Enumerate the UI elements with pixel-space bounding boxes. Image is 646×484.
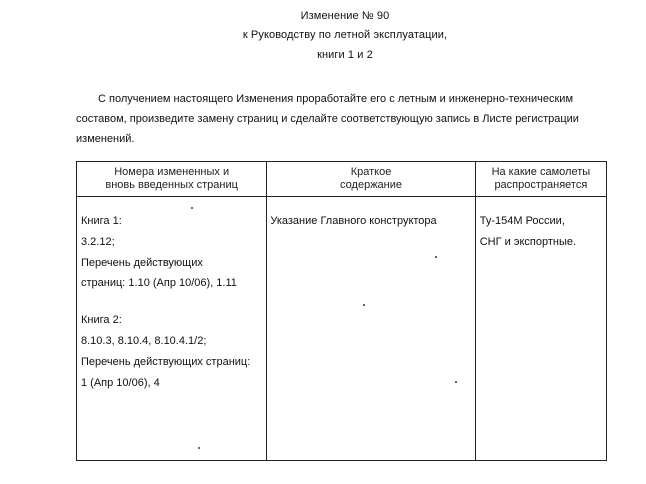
scan-speck [363,304,365,306]
change-number-title: Изменение № 90 [300,10,390,22]
header-pages-line2: вновь введенных страниц [105,179,238,191]
scan-speck [435,256,437,258]
scan-speck [455,381,457,383]
intro-paragraph: С получением настоящего Изменения проработайте его с летным и инженерно-техническим составом, произведите замену страниц и сделайте соответствующую запись в Листе регистрации изменений. [76,93,579,145]
header-aircraft-line1: На какие самолеты [491,166,591,178]
book2-title: Книга 2: [81,314,122,327]
book1-title: Книга 1: [81,215,122,227]
header-aircraft [475,162,606,197]
table-row [77,197,607,461]
aircraft-line2: СНГ и экспортные. [479,235,577,248]
changes-table [76,161,607,461]
cell-pages [77,197,267,461]
header-content-line1: Краткое [350,166,392,178]
cell-aircraft [475,197,606,461]
book2-sections: 8.10.3, 8.10.4, 8.10.4.1/2; [81,334,207,347]
book2-list-label: Перечень действующих страниц: [81,355,251,368]
header-pages [77,162,267,197]
header-content-line2: содержание [340,179,403,191]
book1-section: 3.2.12; [81,235,115,248]
scan-speck [198,447,200,449]
header-aircraft-line2: распространяется [494,179,588,191]
manual-title: к Руководству по летной эксплуатации, [242,29,448,41]
book2-list-pages: 1 (Апр 10/06), 4 [81,376,160,389]
content-text: Указание Главного конструктора [270,215,437,227]
book1-list-label: Перечень действующих [81,256,203,269]
table-header-row [77,162,607,197]
aircraft-line1: Ту-154М России, [479,215,565,227]
book1-list-pages: страниц: 1.10 (Апр 10/06), 1.11 [81,277,237,290]
header-content [267,162,475,197]
header-pages-line1: Номера измененных и [114,166,230,178]
cell-content [267,197,475,461]
books-subtitle: книги 1 и 2 [317,49,373,61]
scan-speck [191,207,193,209]
